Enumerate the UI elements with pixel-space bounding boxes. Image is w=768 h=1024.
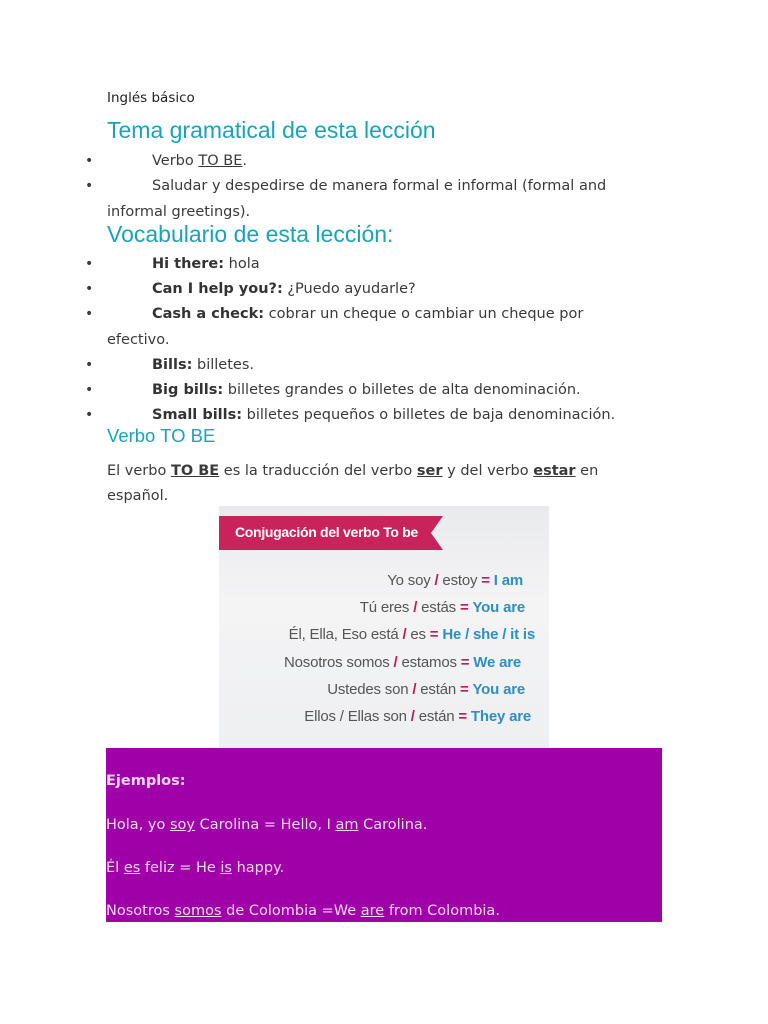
vocab-term: Small bills: <box>152 407 243 423</box>
conjugation-row: Yo soy / estoy = I am <box>387 572 523 589</box>
list-item-continuation: efectivo. <box>107 332 170 348</box>
course-label: Inglés básico <box>107 90 195 106</box>
examples-box <box>106 748 662 922</box>
vocab-def: billetes pequeños o billetes de baja denominación. <box>242 407 616 423</box>
section-title-grammar: Tema gramatical de esta lección <box>107 117 436 143</box>
section-title-verb: Verbo TO BE <box>107 425 216 446</box>
underlined-term: ser <box>416 463 443 479</box>
vocab-def: billetes grandes o billetes de alta denominación. <box>223 382 581 398</box>
conjugation-row: Él, Ella, Eso está / es = He / she / it is <box>288 626 535 643</box>
underlined-term: TO BE <box>170 463 220 479</box>
bullet-icon: • <box>85 256 94 272</box>
conjugation-banner-title: Conjugación del verbo To be <box>235 524 418 540</box>
examples-heading: Ejemplos: <box>106 773 186 789</box>
vocab-def: hola <box>224 256 260 272</box>
conjugation-image <box>219 506 549 748</box>
conjugation-row: Ellos / Ellas son / están = They are <box>304 708 531 725</box>
example-line: Él es feliz = He is happy. <box>106 860 285 876</box>
bullet-icon: • <box>85 382 94 398</box>
example-line: Hola, yo soy Carolina = Hello, I am Carolina. <box>106 817 428 833</box>
document-page: Inglés básico Tema gramatical de esta lección • Verbo TO BE. • Saludar y despedirse de manera formal e informal (formal and informal greetings). Vocabulario de esta lección: • Hi there: hola • Can I help you?: ¿Puedo ayudarle? • Cash a check: cobrar un cheque o cambiar un cheque por efectivo. • Bills: billetes. • Big bills: billetes grandes o billetes de alta denominación. • Small bills: billetes pequeños o billetes de baja denominación. Verbo TO BE El verbo TO BE es la traducción del verbo ser y del verbo estar en español. Conjugación del verbo To be Yo soy / estoy = I am Tú eres / estás = You are Él, Ella, Eso está / es = He / she / it is Nosotros somos / estamos = We are Ustedes son / están = You are Ellos / Ellas son / están = They are Ejemplos: Hola, yo soy Carolina = Hello, I am Carolina. Él es feliz = He is happy. Nosotros somos de Colombia =We are from Colombia. <box>0 0 768 1024</box>
conjugation-banner <box>219 516 443 550</box>
vocab-def: cobrar un cheque o cambiar un cheque por <box>264 306 584 322</box>
bullet-icon: • <box>85 357 94 373</box>
vocab-term: Can I help you?: <box>152 281 283 297</box>
list-item-continuation: informal greetings). <box>107 204 251 220</box>
example-line: Nosotros somos de Colombia =We are from Colombia. <box>106 903 500 919</box>
underlined-term: TO BE <box>198 153 243 169</box>
conjugation-row: Ustedes son / están = You are <box>327 681 525 698</box>
bullet-icon: • <box>85 281 94 297</box>
vocab-term: Big bills: <box>152 382 224 398</box>
explanation-paragraph: El verbo TO BE es la traducción del verbo ser y del verbo estar en español. <box>107 463 599 504</box>
section-title-vocabulary: Vocabulario de esta lección: <box>107 221 394 247</box>
vocab-term: Bills: <box>152 357 193 373</box>
conjugation-row: Tú eres / estás = You are <box>359 599 525 616</box>
bullet-icon: • <box>85 178 94 194</box>
conjugation-row: Nosotros somos / estamos = We are <box>284 654 521 671</box>
bullet-icon: • <box>85 306 94 322</box>
vocab-def: ¿Puedo ayudarle? <box>282 281 416 297</box>
underlined-term: estar <box>533 463 576 479</box>
bullet-icon: • <box>85 153 94 169</box>
bullet-icon: • <box>85 407 94 423</box>
vocab-term: Hi there: <box>152 256 225 272</box>
vocab-def: billetes. <box>192 357 254 373</box>
vocab-term: Cash a check: <box>152 306 265 322</box>
